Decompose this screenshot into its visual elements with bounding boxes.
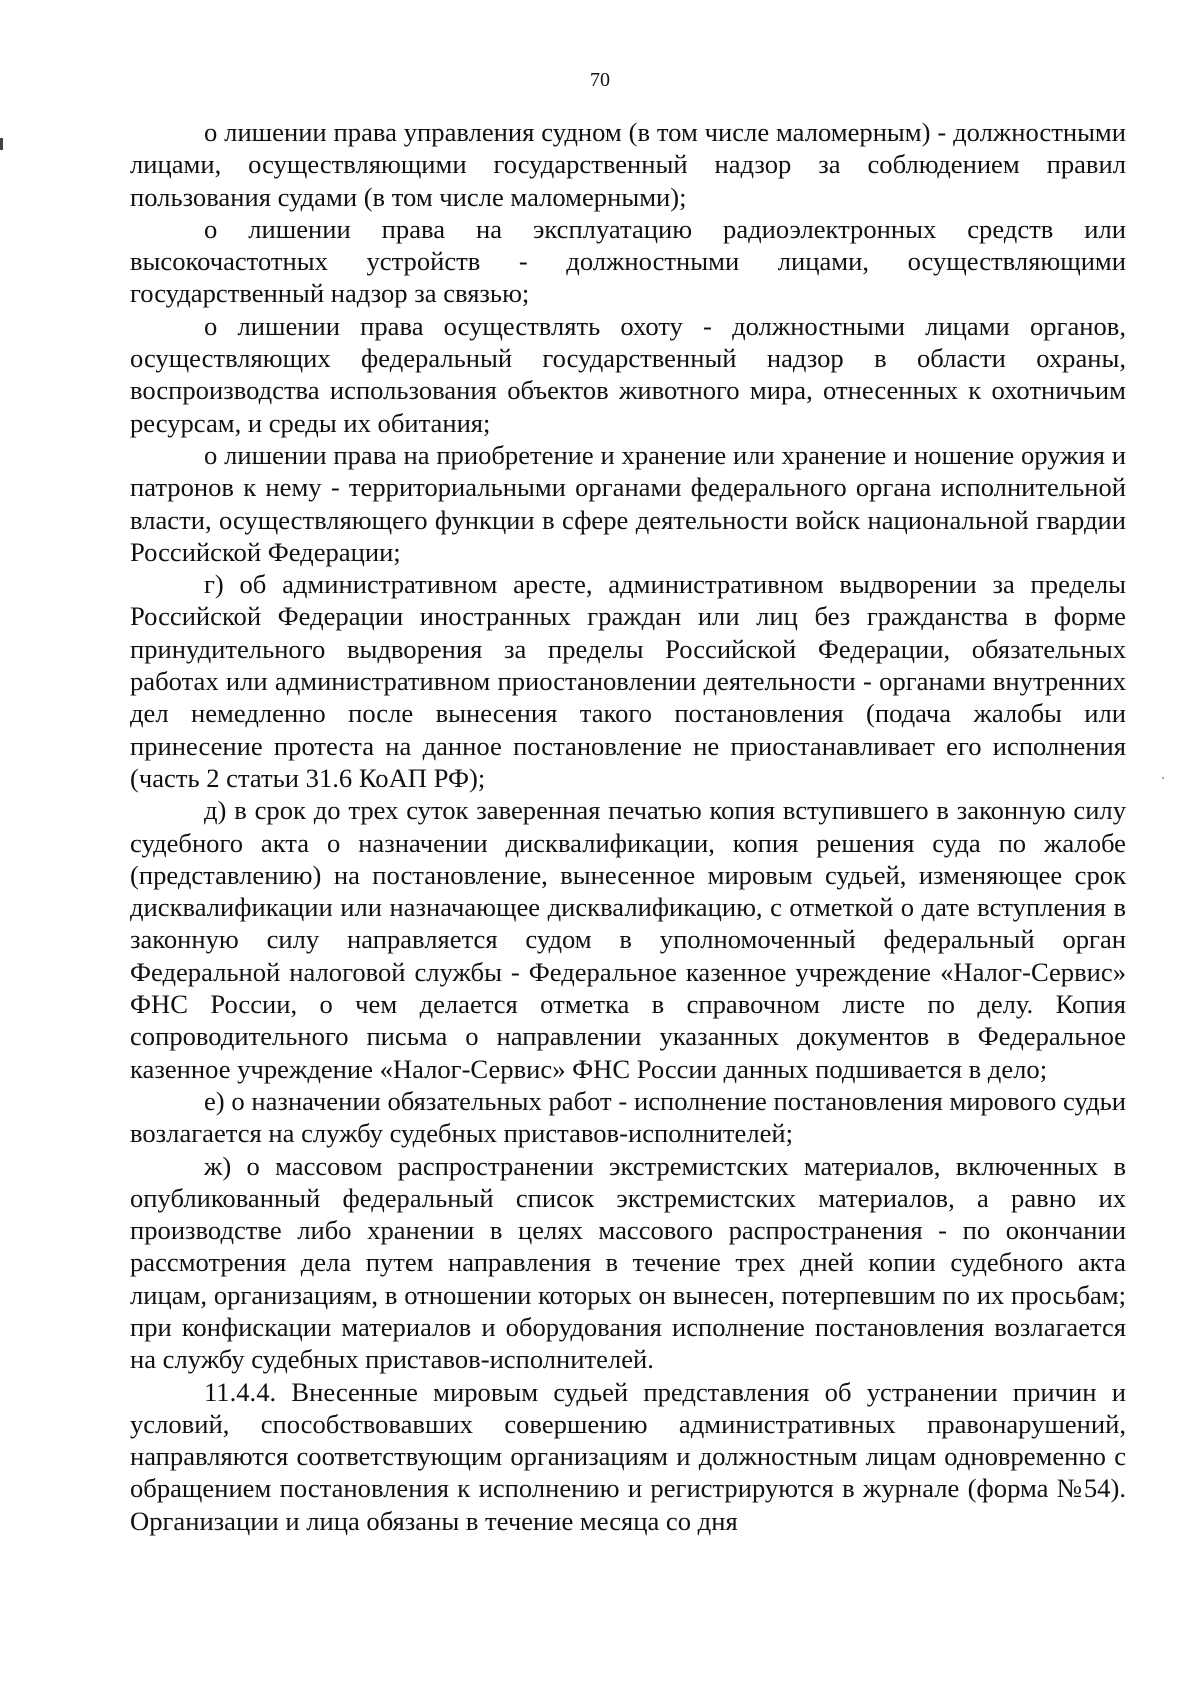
page-number: 70 [590,69,610,91]
paragraph-item-e-mandatory-work: е) о назначении обязательных работ - исполнение постановления мирового судьи возлагается на службу судебных приставов-исполнителей; [130,1085,1126,1149]
scan-speck [1162,777,1164,779]
paragraph-ship-license: о лишении права управления судном (в том числе маломерным) - должностными лицами, осуществляющими государственный надзор за соблюдением правил пользования судами (в том числе маломерными); [130,117,1126,212]
document-body [130,116,1126,1537]
scan-edge-mark [0,138,3,150]
paragraph-weapons-license: о лишении права на приобретение и хранение или хранение и ношение оружия и патронов к нему - территориальными органами федерального органа исполнительной власти, осуществляющего функции в сфере деятельности войск национальной гвардии Российской Федерации; [130,439,1126,567]
paragraph-item-d-disqualification: д) в срок до трех суток заверенная печатью копия вступившего в законную силу судебного акта о назначении дисквалификации, копия решения суда по жалобе (представлению) на постановление, вынесенное мировым судьей, изменяющее срок дисквалификации или назначающее дисквалификацию, с отметкой о дате вступления в законную силу направляется судом в уполномоченный федеральный орган Федеральной налоговой службы - Федеральное казенное учреждение «Налог-Сервис» ФНС России, о чем делается отметка в справочном листе по делу. Копия сопроводительного письма о направлении указанных документов в Федеральное казенное учреждение «Налог-Сервис» ФНС России данных подшивается в дело; [130,795,1126,1084]
paragraph-item-zh-extremist-materials: ж) о массовом распространении экстремистских материалов, включенных в опубликованный федеральный список экстремистских материалов, а равно их производстве либо хранении в целях массового распространения - по окончании рассмотрения дела путем направления в течение трех дней копии судебного акта лицам, организациям, в отношении которых он вынесен, потерпевшим по их просьбам; при конфискации материалов и оборудования исполнение постановления возлагается на службу судебных приставов-исполнителей. [130,1150,1126,1375]
paragraph-hunting-license: о лишении права осуществлять охоту - должностными лицами органов, осуществляющих федеральный государственный надзор в области охраны, воспроизводства использования объектов животного мира, отнесенных к охотничьим ресурсам, и среды их обитания; [130,310,1126,438]
paragraph-section-11-4-4: 11.4.4. Внесенные мировым судьей представления об устранении причин и условий, способствовавших совершению административных правонарушений, направляются соответствующим организациям и должностным лицам одновременно с обращением постановления к исполнению и регистрируются в журнале (форма №54). Организации и лица обязаны в течение месяца со дня [130,1376,1126,1536]
paragraph-radio-license: о лишении права на эксплуатацию радиоэлектронных средств или высокочастотных устройств - должностными лицами, осуществляющими государственный надзор за связью; [130,213,1126,309]
paragraph-item-g-arrest: г) об административном аресте, административном выдворении за пределы Российской Федерации иностранных граждан или лиц без гражданства в форме принудительного выдворения за пределы Российской Федерации, обязательных работах или административном приостановлении деятельности - органами внутренних дел немедленно после вынесения такого постановления (подача жалобы или принесение протеста на данное постановление не приостанавливает его исполнения (часть 2 статьи 31.6 КоАП РФ); [130,569,1126,793]
